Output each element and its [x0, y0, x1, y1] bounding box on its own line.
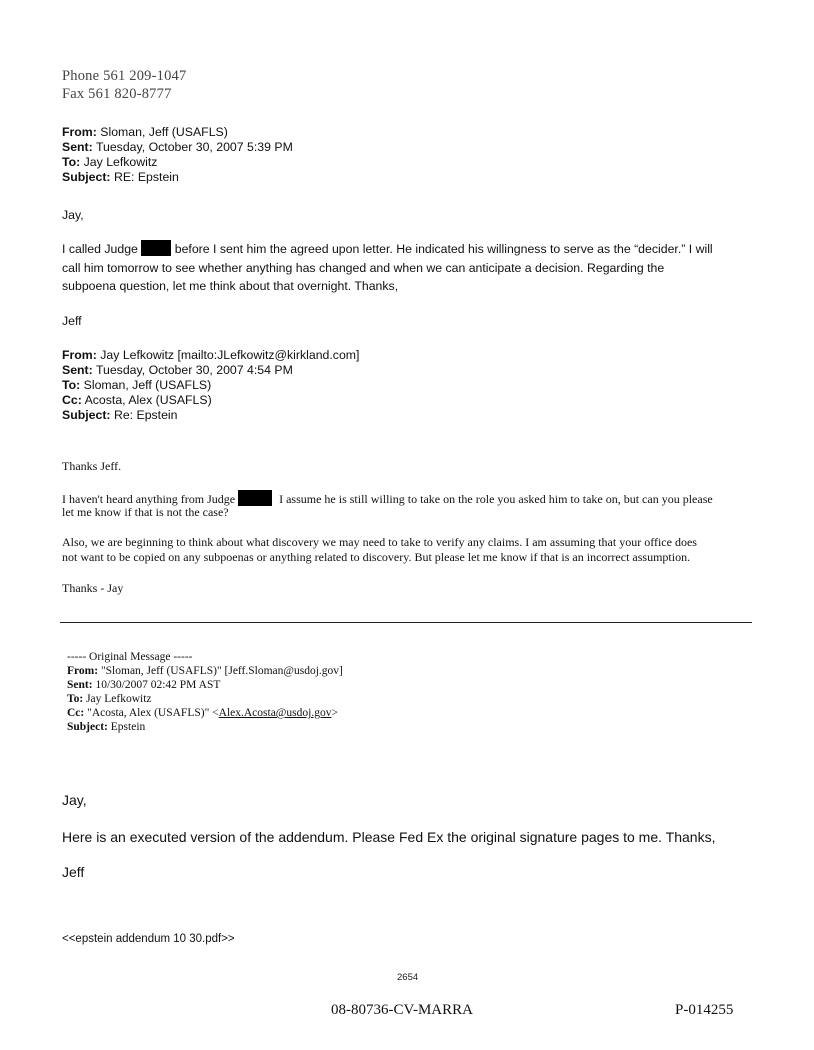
email2-para1-line2: let me know if that is not the case? [62, 505, 229, 519]
to-value: Sloman, Jeff (USAFLS) [83, 378, 212, 392]
email1-body-line2: call him tomorrow to see whether anything has changed and when we can anticipate a decision. Regarding the [62, 261, 665, 275]
bates-number: P-014255 [675, 1002, 734, 1018]
email1-to [62, 155, 157, 170]
sent-value: Tuesday, October 30, 2007 4:54 PM [95, 363, 293, 377]
sent-label: Sent: [62, 140, 93, 154]
email2-para1-line1: I haven't heard anything from Judge I assume he is still willing to take on the role you asked him to take on, but can you please [62, 492, 713, 506]
email2-to [62, 378, 211, 393]
email1-sent [62, 140, 293, 155]
case-number: 08-80736-CV-MARRA [331, 1002, 473, 1018]
email3-subject [67, 720, 145, 734]
email2-para2-line1: Also, we are beginning to think about what discovery we may need to take to verify any claims. I am assuming that your office does [62, 535, 697, 549]
email3-sent [67, 678, 220, 692]
email1-body-line1: I called Judge before I sent him the agreed upon letter. He indicated his willingness to serve as the “decider.” I will [62, 242, 713, 256]
email3-cc: Cc: "Acosta, Alex (USAFLS)" <Alex.Acosta@usdoj.gov> [67, 707, 338, 719]
redaction-box [141, 240, 171, 256]
cc-name: "Acosta, Alex (USAFLS)" < [87, 707, 219, 719]
email2-cc [62, 393, 212, 408]
email3-from [67, 664, 343, 678]
email1-signoff: Jeff [62, 314, 82, 328]
email2-subject [62, 408, 178, 423]
email1-greeting: Jay, [62, 208, 84, 222]
from-label: From: [67, 665, 99, 677]
cc-label: Cc: [62, 393, 82, 407]
from-label: From: [62, 125, 97, 139]
divider-line [60, 622, 752, 623]
email2-para2-line2: not want to be copied on any subpoenas or anything related to discovery. But please let me know if that is an incorrect assumption. [62, 550, 691, 564]
email1-body-line3: subpoena question, let me think about that overnight. Thanks, [62, 279, 399, 293]
to-label: To: [67, 693, 84, 705]
cc-email-link[interactable]: Alex.Acosta@usdoj.gov [218, 707, 332, 719]
subject-value: RE: Epstein [113, 170, 179, 184]
subject-label: Subject: [62, 408, 111, 422]
from-value: Sloman, Jeff (USAFLS) [100, 125, 228, 139]
from-value: "Sloman, Jeff (USAFLS)" [Jeff.Sloman@usdoj.gov] [100, 665, 343, 677]
from-label: From: [62, 348, 97, 362]
cc-label: Cc: [67, 707, 85, 719]
to-label: To: [62, 155, 81, 169]
phone-number: Phone 561 209-1047 [62, 68, 187, 84]
page-number: 2654 [397, 972, 419, 983]
email1-subject [62, 170, 179, 185]
original-message-header: ----- Original Message ----- [67, 651, 193, 663]
to-label: To: [62, 378, 81, 392]
email3-body: Here is an executed version of the addendum. Please Fed Ex the original signature pages to me. Thanks, [62, 829, 716, 845]
email3-greeting: Jay, [62, 792, 87, 808]
subject-label: Subject: [62, 170, 111, 184]
email1-from [62, 125, 228, 140]
email2-from [62, 348, 359, 363]
redaction-box [238, 490, 272, 506]
sent-label: Sent: [62, 363, 93, 377]
email3-signoff: Jeff [62, 864, 85, 880]
fax-number: Fax 561 820-8777 [62, 86, 172, 102]
sent-value: Tuesday, October 30, 2007 5:39 PM [95, 140, 293, 154]
email2-signoff: Thanks - Jay [62, 581, 124, 595]
to-value: Jay Lefkowitz [86, 693, 152, 705]
email3-to [67, 692, 152, 706]
to-value: Jay Lefkowitz [83, 155, 158, 169]
cc-value: Acosta, Alex (USAFLS) [84, 393, 212, 407]
email2-greeting: Thanks Jeff. [62, 459, 122, 473]
sent-value: 10/30/2007 02:42 PM AST [95, 679, 221, 691]
subject-value: Re: Epstein [113, 408, 178, 422]
attachment-name[interactable]: <<epstein addendum 10 30.pdf>> [62, 933, 235, 945]
sent-label: Sent: [67, 679, 93, 691]
subject-label: Subject: [67, 721, 108, 733]
from-value: Jay Lefkowitz [mailto:JLefkowitz@kirkland.com] [100, 348, 360, 362]
email2-sent [62, 363, 293, 378]
subject-value: Epstein [110, 721, 146, 733]
